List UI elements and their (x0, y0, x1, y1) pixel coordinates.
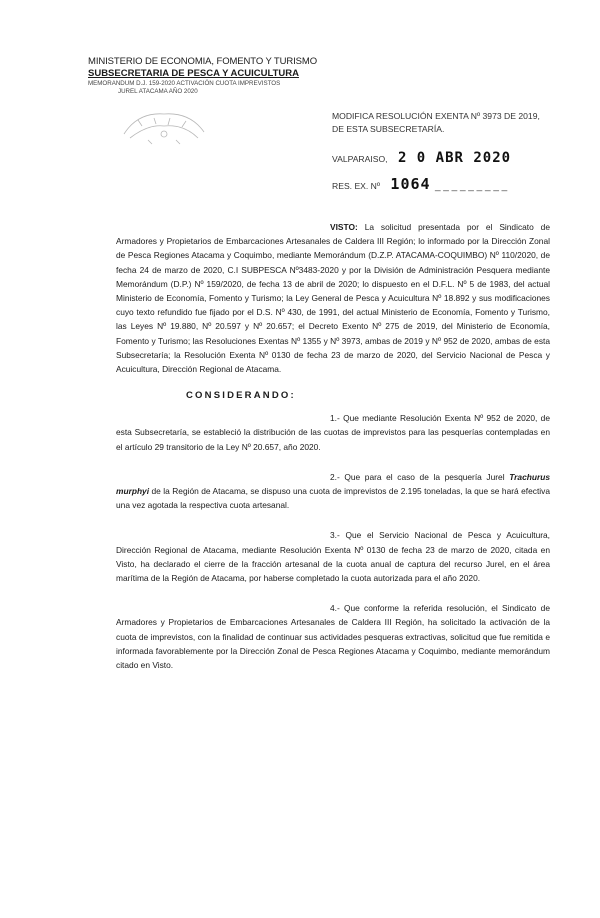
resolution-number-line (332, 175, 507, 193)
considerando-item-3-text: 3.- Que el Servicio Nacional de Pesca y Acuicultura, Dirección Regional de Atacama, mediante Resolución Exenta Nº 0130 de fecha 23 de marzo de 2020, citada en Visto, ha declarado el cierre de la fracción artesanal de la cuota anual de captura del recurso Jurel, en el área marítima de la Región de Atacama, por haberse completado la cuota autorizada para el año 2020. (116, 530, 550, 584)
memo-reference-line-2: JUREL ATACAMA AÑO 2020 (118, 88, 198, 95)
considerando-item-4 (116, 601, 550, 672)
resolution-dashes: _ _ _ _ _ _ _ _ _ (434, 181, 508, 192)
considerando-item-4-text: 4.- Que conforme la referida resolución, el Sindicato de Armadores y Propietarios de Embarcaciones Artesanales de Caldera III Región, ha solicitado la activación de la cuota de imprevistos, con la finalidad de continuar sus actividades pesqueras extractivas, solicitud que fue remitida e informada favorablemente por la Dirección Zonal de Pesca Regiones Atacama y Coquimbo, mediante memorándum citado en Visto. (116, 603, 550, 671)
considerando-item-2-rest: de la Región de Atacama, se dispuso una cuota de imprevistos de 2.195 toneladas, la que se hará efectiva una vez agotada la respectiva cuota artesanal. (116, 486, 550, 511)
resolution-label: RES. EX. Nº (332, 181, 381, 191)
memo-reference-line: MEMORANDUM D.J. 159-2020 ACTIVACIÓN CUOTA IMPREVISTOS (88, 80, 281, 87)
subsecretaria-name: SUBSECRETARIA DE PESCA Y ACUICULTURA (88, 68, 299, 79)
resolution-number: 1064 (390, 175, 431, 193)
considerando-item-3 (116, 528, 550, 585)
considerando-item-2 (116, 470, 550, 513)
considerando-heading: CONSIDERANDO: (186, 390, 296, 402)
visto-label: VISTO: (330, 222, 358, 232)
document-body (116, 220, 550, 672)
considerando-item-1-text: 1.- Que mediante Resolución Exenta Nº 952 de 2020, de esta Subsecretaría, se estableció la distribución de las cuotas de imprevistos para las pesquerías contempladas en el artículo 29 transitorio de la Ley Nº 20.657, año 2020. (116, 413, 550, 452)
place-date-line (332, 150, 511, 166)
considerando-item-1 (116, 411, 550, 454)
visto-paragraph (116, 220, 550, 376)
letterhead (88, 56, 328, 96)
official-stamp-icon (118, 104, 210, 148)
ministry-name: MINISTERIO DE ECONOMIA, FOMENTO Y TURISMO (88, 56, 318, 67)
species-name: Trachurus murphyi (116, 471, 551, 497)
stamped-date: 2 0 ABR 2020 (397, 150, 512, 166)
considerando-item-2-lead: 2.- Que para el caso de la pesquería Jurel (330, 471, 505, 482)
place-label: VALPARAISO, (332, 154, 388, 164)
visto-text: La solicitud presentada por el Sindicato de Armadores y Propietarios de Embarcaciones Artesanales de Caldera III Región; lo informado por la Dirección Zonal de Pesca Regiones Atacama y Coquimbo, mediante Memorándum (D.Z.P. ATACAMA-COQUIMBO) Nº 110/2020, de fecha 24 de marzo de 2020, C.I SUBPESCA Nº3483-2020 y por la División de Administración Pesquera mediante Memorándum (D.P.) Nº 159/2020, de fecha 13 de abril de 2020; lo dispuesto en el D.F.L. Nº 5 de 1983, del actual Ministerio de Economía, Fomento y Turismo; la Ley General de Pesca y Acuicultura Nº 18.892 y sus modificaciones cuyo texto refundido fue fijado por el D.S. Nº 430, de 1991, del actual Ministerio de Economía, Fomento y Turismo, las Leyes Nº 19.880, Nº 20.597 y Nº 20.657; el Decreto Exento Nº 275 de 2019, del Ministerio de Economía, Fomento y Turismo; las Resoluciones Exentas Nº 1355 y Nº 3973, ambas de 2019 y Nº 952 de 2020, ambas de esta Subsecretaría; la Resolución Exenta Nº 0130 de fecha 23 de marzo de 2020, del Servicio Nacional de Pesca y Acuicultura, Dirección Regional de Atacama. (116, 222, 550, 375)
resolution-title: MODIFICA RESOLUCIÓN EXENTA Nº 3973 DE 2019, DE ESTA SUBSECRETARÍA. (332, 111, 540, 134)
